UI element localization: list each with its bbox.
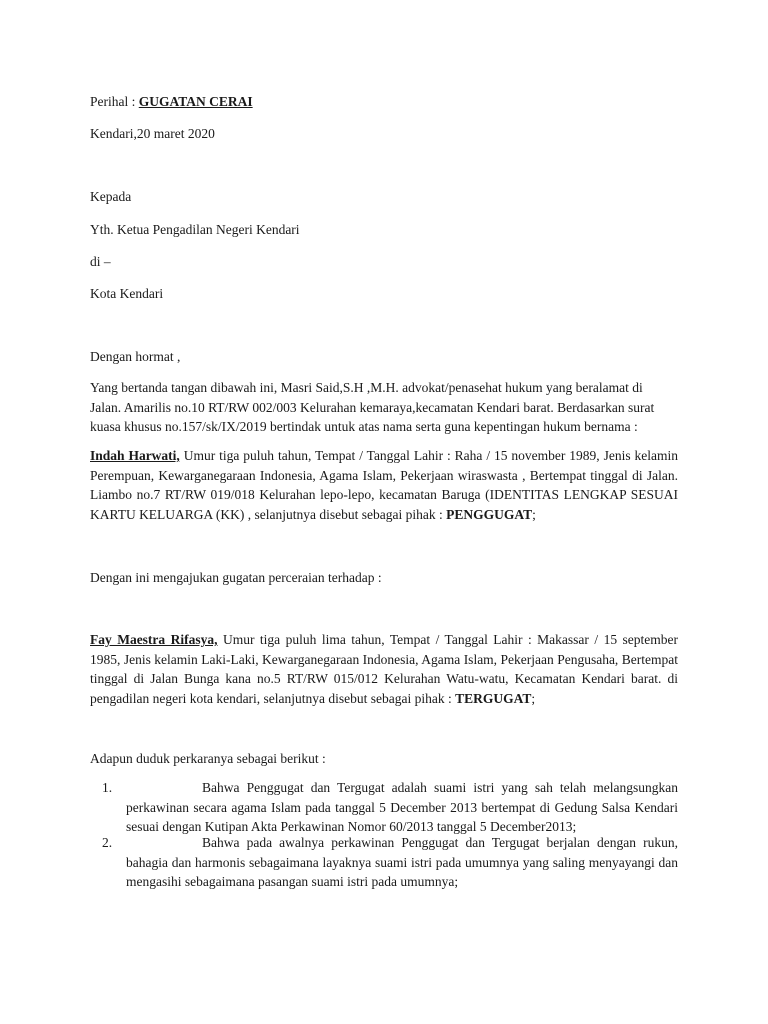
list-item-text: Bahwa Penggugat dan Tergugat adalah suami istri yang sah telah melangsungkan perkawinan secara agama Islam pada tanggal 5 December 2013 bertempat di Gedung Salsa Kendari sesuai dengan Kutipan Akta Perkawinan Nomor 60/2013 tanggal 5 December2013; (126, 780, 678, 834)
plaintiff-end: ; (532, 506, 536, 522)
recipient-yth: Yth. Ketua Pengadilan Negeri Kendari (90, 222, 300, 237)
list-item (126, 778, 678, 837)
place-date: Kendari,20 maret 2020 (90, 126, 215, 141)
defendant-end: ; (531, 690, 536, 706)
list-item-number: 2. (102, 835, 113, 850)
subject-line (90, 92, 253, 112)
intro-paragraph: Yang bertanda tangan dibawah ini, Masri Said,S.H ,M.H. advokat/penasehat hukum yang beralamat di Jalan. Amarilis no.10 RT/RW 002/003 Kelurahan kemaraya,kecamatan Kendari barat. Berdasarkan surat kuasa khusus no.157/sk/IX/2019 bertindak untuk atas nama serta guna kepentingan hukum bernama : (90, 380, 655, 434)
plaintiff-paragraph (90, 446, 678, 524)
plaintiff-role: PENGGUGAT (446, 506, 533, 522)
defendant-paragraph (90, 630, 678, 708)
list-item-text: Bahwa pada awalnya perkawinan Penggugat dan Tergugat berjalan dengan rukun, bahagia dan harmonis sebagaimana layaknya suami istri pada umumnya yang saling menyayangi dan mengasihi sebagaimana pasangan suami istri pada umumnya; (126, 835, 678, 889)
plaintiff-details: Umur tiga puluh tahun, Tempat / Tanggal Lahir : Raha / 15 november 1989, Jenis kelamin Perempuan, Kewarganegaraan Indonesia, Agama Islam, Pekerjaan wiraswasta , Bertempat tinggal di Jalan. Liambo no.7 RT/RW 019/018 Kelurahan lepo-lepo, kecamatan Baruga (IDENTITAS LENGKAP SESUAI KARTU KELUARGA (KK) , selanjutnya disebut sebagai pihak : (90, 448, 678, 522)
subject-label: Perihal : (90, 94, 139, 109)
list-item (126, 833, 678, 892)
defendant-details: Umur tiga puluh lima tahun, Tempat / Tanggal Lahir : Makassar / 15 september 1985, Jenis kelamin Laki-Laki, Kewarganegaraan Indonesia, Agama Islam, Pekerjaan Pengusaha, Bertempat tinggal di Jalan Bunga kana no.5 RT/RW 015/012 Kelurahan Watu-watu, Kecamatan Kendari barat. di pengadilan negeri kota kendari, selanjutnya disebut sebagai pihak : (90, 632, 678, 706)
recipient-city: Kota Kendari (90, 286, 164, 301)
defendant-name: Fay Maestra Rifasya, (90, 632, 218, 647)
filing-statement: Dengan ini mengajukan gugatan perceraian terhadap : (90, 570, 382, 585)
plaintiff-name: Indah Harwati, (90, 448, 180, 463)
list-item-number: 1. (102, 780, 113, 795)
case-heading: Adapun duduk perkaranya sebagai berikut : (90, 751, 326, 766)
recipient-kepada: Kepada (90, 189, 132, 204)
subject-value: GUGATAN CERAI (138, 94, 253, 109)
defendant-role: TERGUGAT (455, 690, 532, 706)
greeting: Dengan hormat , (90, 349, 181, 364)
recipient-di: di – (90, 254, 111, 269)
